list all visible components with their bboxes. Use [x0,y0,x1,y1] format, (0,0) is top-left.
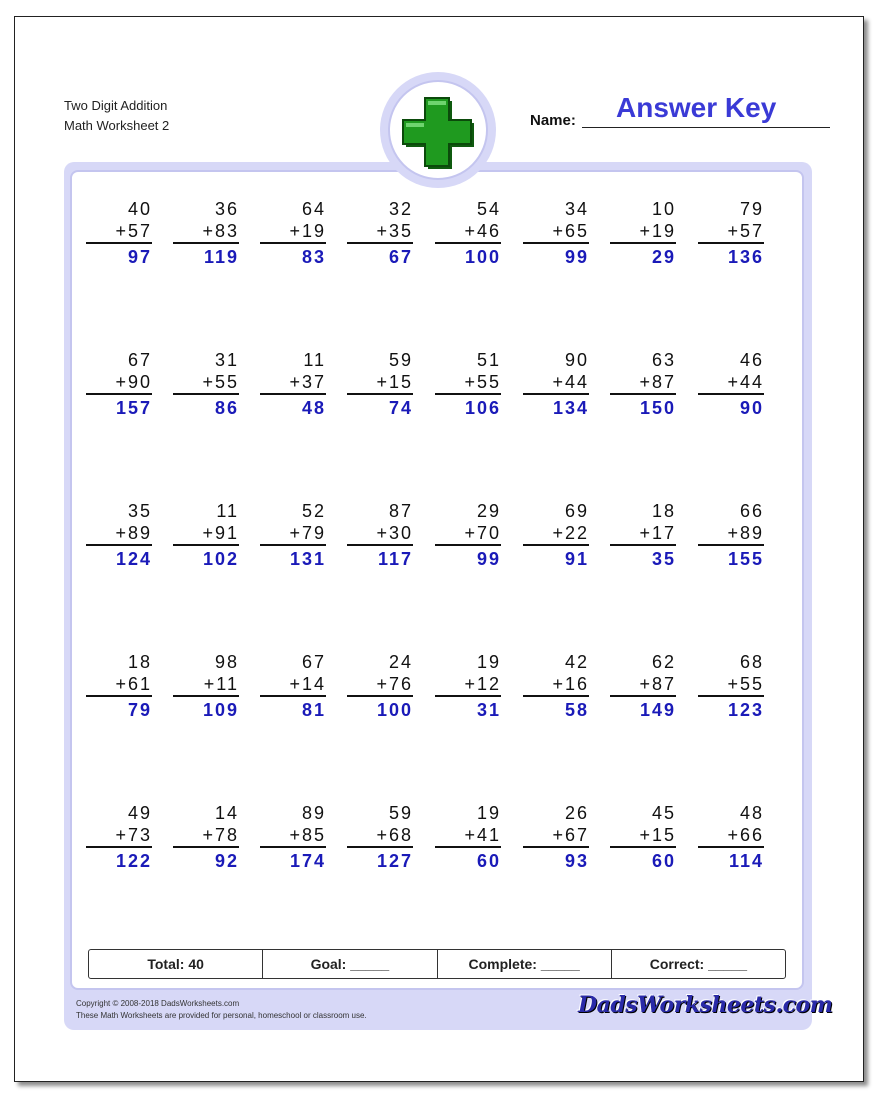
total-count: Total: 40 [89,950,263,978]
addend-bottom: +91 [173,522,239,546]
addend-top: 90 [564,350,589,370]
goal-field: Goal: _____ [263,950,437,978]
problem [169,198,239,268]
addend-top: 24 [388,652,413,672]
addend-top: 59 [388,803,413,823]
problem [343,500,413,570]
addend-bottom: +89 [698,522,764,546]
name-field [530,92,830,128]
addend-top: 79 [739,199,764,219]
addend-bottom: +87 [610,673,676,697]
complete-field: Complete: _____ [438,950,612,978]
addend-top: 46 [739,350,764,370]
answer: 124 [115,549,152,569]
answer: 86 [214,398,239,418]
addend-bottom: +35 [347,220,413,244]
addend-top: 98 [214,652,239,672]
addend-top: 19 [476,652,501,672]
addend-bottom: +79 [260,522,326,546]
answer: 117 [377,549,413,569]
addend-bottom: +44 [523,371,589,395]
problem [519,349,589,419]
answer: 60 [651,851,676,871]
answer: 29 [651,247,676,267]
problem [169,802,239,872]
addend-bottom: +41 [435,824,501,848]
addend-bottom: +65 [523,220,589,244]
addend-top: 36 [214,199,239,219]
answer: 106 [464,398,501,418]
answer: 119 [203,247,239,267]
answer: 114 [728,851,764,871]
answer: 100 [464,247,501,267]
addend-bottom: +61 [86,673,152,697]
problem [431,349,501,419]
problem [169,500,239,570]
problem [169,651,239,721]
addend-top: 40 [127,199,152,219]
answer: 150 [639,398,676,418]
addend-bottom: +55 [698,673,764,697]
addend-bottom: +11 [173,673,239,697]
answer: 109 [202,700,239,720]
addend-top: 18 [127,652,152,672]
addend-top: 59 [388,350,413,370]
problem [343,651,413,721]
title-line-1: Two Digit Addition [64,98,168,113]
problem [431,500,501,570]
problem [82,802,152,872]
score-bar [88,949,786,979]
answer: 100 [376,700,413,720]
addend-bottom: +67 [523,824,589,848]
problem [169,349,239,419]
addend-top: 42 [564,652,589,672]
addend-bottom: +30 [347,522,413,546]
addend-bottom: +57 [698,220,764,244]
problem [82,349,152,419]
answer: 157 [115,398,152,418]
addend-bottom: +90 [86,371,152,395]
addend-bottom: +44 [698,371,764,395]
addend-bottom: +16 [523,673,589,697]
problem [431,802,501,872]
addend-bottom: +76 [347,673,413,697]
addend-bottom: +57 [86,220,152,244]
answer: 79 [127,700,152,720]
addend-top: 29 [476,501,501,521]
footer-copyright [76,998,367,1022]
answer: 102 [202,549,239,569]
addend-bottom: +12 [435,673,501,697]
addend-bottom: +17 [610,522,676,546]
addend-top: 67 [301,652,326,672]
answer-key-text: Answer Key [616,92,777,123]
answer: 155 [727,549,764,569]
problem [694,198,764,268]
addend-top: 31 [214,350,239,370]
addend-top: 63 [651,350,676,370]
problem [694,500,764,570]
problem [519,651,589,721]
addend-top: 51 [476,350,501,370]
answer: 123 [727,700,764,720]
brand-logo: DadsWorksheets.com [578,992,833,1018]
answer: 83 [301,247,326,267]
title-line-2: Math Worksheet 2 [64,118,170,133]
problem [343,802,413,872]
addend-bottom: +87 [610,371,676,395]
addend-bottom: +83 [173,220,239,244]
problem [519,198,589,268]
problem [694,349,764,419]
problem [343,349,413,419]
addend-bottom: +55 [435,371,501,395]
addend-top: 54 [476,199,501,219]
problem [82,198,152,268]
plus-icon [395,90,479,174]
answer: 31 [476,700,501,720]
addend-bottom: +37 [260,371,326,395]
problem [343,198,413,268]
addend-top: 10 [651,199,676,219]
addend-top: 34 [564,199,589,219]
answer: 97 [127,247,152,267]
answer: 90 [739,398,764,418]
addend-bottom: +66 [698,824,764,848]
addend-bottom: +73 [86,824,152,848]
addend-bottom: +78 [173,824,239,848]
correct-field: Correct: _____ [649,956,748,972]
problem [256,651,326,721]
problem [606,500,676,570]
answer: 81 [301,700,326,720]
addend-top: 66 [739,501,764,521]
addend-bottom: +68 [347,824,413,848]
problem [606,198,676,268]
addend-bottom: +19 [260,220,326,244]
answer: 99 [476,549,501,569]
addend-top: 18 [651,501,676,521]
problem [606,651,676,721]
addend-bottom: +55 [173,371,239,395]
problem [519,500,589,570]
problem [256,802,326,872]
usage-notice: These Math Worksheets are provided for personal, homeschool or classroom use. [76,1011,367,1020]
addend-bottom: +14 [260,673,326,697]
answer: 122 [115,851,152,871]
problem [431,198,501,268]
addend-top: 52 [301,501,326,521]
addend-bottom: +22 [523,522,589,546]
problem [256,198,326,268]
answer: 127 [376,851,413,871]
problem [82,500,152,570]
answer: 58 [564,700,589,720]
addend-bottom: +15 [610,824,676,848]
addend-bottom: +46 [435,220,501,244]
addend-top: 14 [214,803,239,823]
addend-top: 89 [301,803,326,823]
copyright-text: Copyright © 2008-2018 DadsWorksheets.com [76,999,240,1008]
problem [431,651,501,721]
addend-top: 68 [739,652,764,672]
addend-bottom: +85 [260,824,326,848]
problem [256,349,326,419]
answer: 149 [639,700,676,720]
answer: 60 [476,851,501,871]
answer: 92 [214,851,239,871]
addend-bottom: +70 [435,522,501,546]
problem [519,802,589,872]
addend-top: 48 [739,803,764,823]
addend-top: 64 [301,199,326,219]
problem [606,802,676,872]
problem [694,651,764,721]
problem [694,802,764,872]
answer: 67 [388,247,413,267]
problem [82,651,152,721]
answer: 48 [301,398,326,418]
addend-top: 32 [388,199,413,219]
answer: 134 [552,398,589,418]
name-label: Name: [530,112,576,129]
addend-bottom: +89 [86,522,152,546]
addend-bottom: +15 [347,371,413,395]
answer: 136 [727,247,764,267]
addend-bottom: +19 [610,220,676,244]
answer: 74 [388,398,413,418]
addend-top: 87 [388,501,413,521]
answer: 91 [564,549,589,569]
addend-top: 11 [216,501,239,521]
answer: 93 [564,851,589,871]
answer: 131 [289,549,326,569]
worksheet-title [64,96,169,136]
name-underline [582,127,830,128]
answer: 174 [289,851,326,871]
addend-top: 49 [127,803,152,823]
problem [256,500,326,570]
addend-top: 35 [127,501,152,521]
addend-top: 67 [127,350,152,370]
addend-top: 62 [651,652,676,672]
addend-top: 26 [564,803,589,823]
addend-top: 69 [564,501,589,521]
problem [606,349,676,419]
answer: 99 [564,247,589,267]
answer: 35 [651,549,676,569]
addend-top: 11 [303,350,326,370]
addend-top: 45 [651,803,676,823]
addend-top: 19 [476,803,501,823]
